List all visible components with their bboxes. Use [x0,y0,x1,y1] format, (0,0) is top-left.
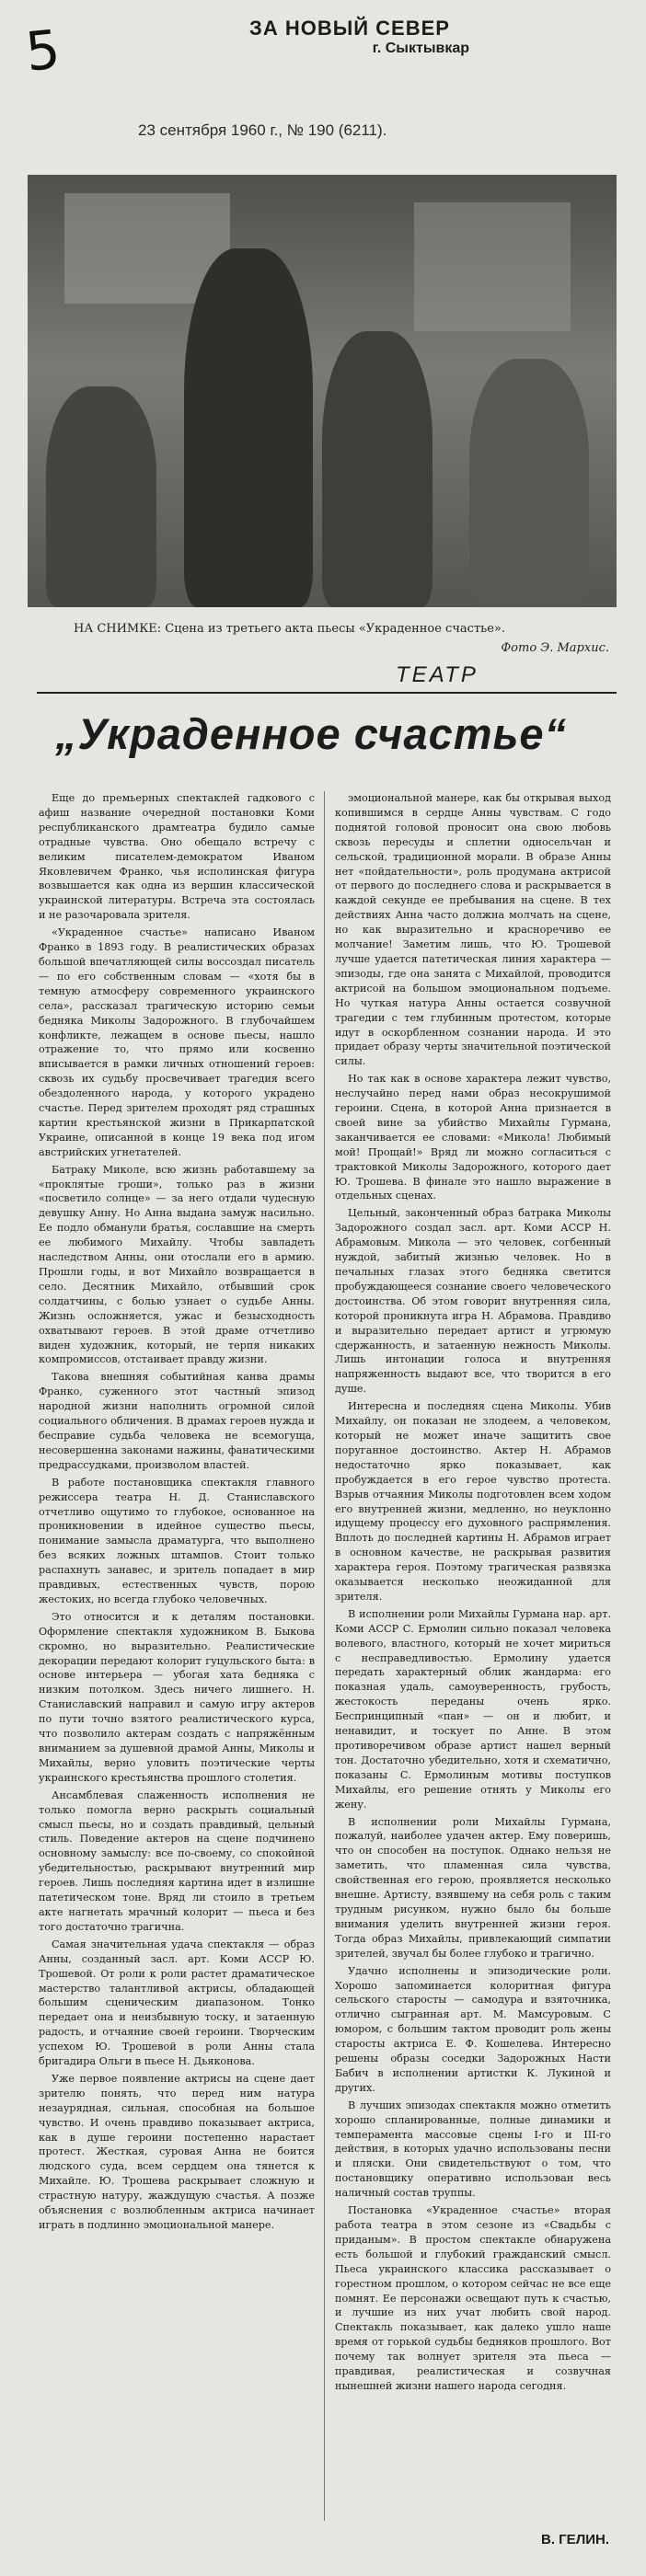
theatre-scene-photo [28,175,617,607]
article-paragraph: Постановка «Украденное счастье» вторая работа театра в этом сезоне из «Свадьбы с приданым». В простом спектакле обнаружена есть большой и глубокий гражданский смысл. Пьеса украинского классика рассказывает о горестном прошлом, о котором сейчас не все еще помнят. Ее персонажи освещают путь к счастью, и лучшие из них учат любить свой народ. Спектакль показывает, как далеко ушло наше время от горькой судьбы бедняков прошлого. Вот почему так волнует зрителя эта пьеса — правдивая, реалистическая и созвучная нынешней жизни нашего народа сегодня. [335,2204,611,2392]
article-paragraph: Но так как в основе характера лежит чувство, неслучайно перед нами образ несокрушимой героини. Сцена, в которой Анна признается в своей вине за убийство Михайлы Гурмана, заканчивается ее словами: «Микола! Любимый мой! Прощай!» Вряд ли можно согласиться с трактовкой Миколы Задорожного, которого дает Ю. Трошева. В финале это нашло выражение в отдельных сценах. [335,1073,611,1202]
article-paragraph: Самая значительная удача спектакля — образ Анны, созданный засл. арт. Коми АССР Ю. Трошевой. От роли к роли растет драматическое мастерство талантливой актрисы, обладающей большим сценическим диапазоном. Тонко передает она и неизбывную тоску, и затаенную радость, и отчаяние своей героини. Творческим успехом Ю. Трошевой в роли Анны стала бригадира Ольги в пьесе Н. Дьяконова. [39,1938,315,2068]
photo-credit: Фото Э. Мархис. [501,641,609,655]
article-paragraph: Ансамблевая слаженность исполнения не только помогла верно раскрыть социальный смысл пьесы, но и создать правдивый, цельный стиль. Поведение актеров на сцене подчинено основному замыслу: все по-своему, со спокойной убедительностью, раскрывают внутренний мир героев. Лишь последняя картина идет в излишне патетическом тоне. Вряд ли стоило в третьем акте нагнетать мрачный колорит — пьеса и без того достаточно трагична. [39,1788,315,1933]
article-paragraph: Интересна и последняя сцена Миколы. Убив Михайлу, он показан не злодеем, а человеком, который не может иначе защитить свое поруганное достоинство. Актер Н. Абрамов недостаточно ярко показывает, как пробуждается в его герое чувство протеста. Взрыв отчаяния Миколы подготовлен всем ходом его внутренней жизни, медленно, но неуклонно идущему процессу его духовного распрямления. Вплоть до последней картины Н. Абрамов играет в основном качестве, не раскрывая развития характера героя. Поэтому трагическая развязка оказывается несколько неожиданной для зрителя. [335,1400,611,1603]
handwritten-page-number: 5 [22,17,63,84]
article-paragraph: В работе постановщика спектакля главного режиссера театра Н. Д. Станиславского отчетливо ощутимо то глубокое, основанное на проникновении в идейное существо пьесы, понимание замысла драматурга, что выполнено без всяких ложных штампов. Стоит только распахнуть занавес, и зритель попадает в мир правдивых, естественных чувств, порою жестоких, но всегда глубоко человечных. [39,1476,315,1605]
article-paragraph: «Украденное счастье» написано Иваном Франко в 1893 году. В реалистических образах большой впечатляющей силы воссоздал писатель — по его собственным словам — «хотя бы в темную атмосферу современного украинского села», рассказал трагическую историю семьи бедняка Миколы Задорожного. В глубочайшем конфликте, лежащем в основе пьесы, нашло отражение то, что прямо или косвенно вписывается в рамки личных отношений героев: сквозь их судьбу просвечивает трагедия всего обездоленного народа, у которого украдено счастье. Перед зрителем проходят ряд страшных картин крестьянской жизни в Прикарпатской Украине, описанной в конце 19 века под игом австрийских угнетателей. [39,926,315,1158]
section-rubric: ТЕАТР [396,662,479,687]
photo-figure-man [46,386,156,607]
article-paragraph: В лучших эпизодах спектакля можно отметить хорошо спланированные, полные динамики и темперамента массовые сцены I-го и III-го действия, в которых удачно использованы песни и пляски. Они свидетельствуют о том, что постановщику оперативно использован весь наличный состав труппы. [335,2099,611,2200]
article-paragraph: В исполнении роли Михайлы Гурмана, пожалуй, наиболее удачен актер. Ему поверишь, что он способен на поступок. Однако нельзя не заметить, что пламенная сила чувства, свойственная его герою, проявляется несколько внешне. Артисту, взявшему на себя роль с таким трудным рисунком, нужно было бы больше внимания уделить внутренней жизни героя. Тогда образ Михайлы, привлекающий симпатии зрителей, звучал бы более глубоко и трагично. [335,1815,611,1960]
article-paragraph: Уже первое появление актрисы на сцене дает зрителю понять, что перед ним натура незаурядная, сильная, способная на большое чувство. И очень правдиво показывает актриса, как в душе героини постепенно нарастает протест. Жесткая, суровая Анна не боится людского суда, всем сердцем она тянется к Михайле. Ю. Трошева раскрывает сложную и страстную натуру, жаждущую счастья. А позже объяснения с возлюбленным актриса начинает играть в подлинно эмоциональной манере. [39,2072,315,2231]
article-column-right [335,791,611,2397]
newspaper-title: ЗА НОВЫЙ СЕВЕР [249,17,450,40]
photo-backdrop-panel [414,202,571,331]
article-paragraph: В исполнении роли Михайлы Гурмана нар. арт. Коми АССР С. Ермолин сильно показал человека волевого, властного, который не хочет мириться с несправедливостью. Ермолину удается передать характерный облик жандарма: его показная удаль, самоуверенность, грубость, жестокость переданы очень ярко. Беспринципный «пан» — он и любит, и ненавидит, и тоскует по Анне. В этом противоречивом образе артист нашел верный тон. Достаточно убедительно, хотя и схематично, показаны С. Ермолиным мотивы поступков Михайлы, его решение отнять у Миколы его жену. [335,1607,611,1811]
photo-figure-elder [469,359,589,607]
article-paragraph: эмоциональной манере, как бы открывая выход копившимся в сердце Анны чувствам. С годо поднятой головой проносит она свою любовь сквозь пересуды и сплетни односельчан и сельской, традиционной морали. В образе Анны нет «пойдательности», роль продумана актрисой от первого до последнего слова и раскрывается в каждой секунде ее пребывания на сцене. В тех действиях Анна часто должна молчать на сцене, но как выразительно и красноречиво ее молчание! Заметим лишь, что Ю. Трошевой лучше удается патетическая линия характера — эпизоды, где она занята с Михайлой, проводится актрисой на большом эмоциональном подъеме. Но чуткая натура Анны остается созвучной трагедии с тем глубинным протестом, которые идут в оскорбленном сознании народа. И это придает образу черты значительной поэтической силы. [335,792,611,1068]
article-paragraph: Удачно исполнены и эпизодические роли. Хорошо запоминается колоритная фигура сельского старосты — самодура и взяточника, отлично сыгранная арт. М. Мамсуровым. С юмором, с большим тактом проводит роль жены старосты актриса Е. Ф. Кошелева. Интересно решены образы соседки Задорожных Насти Бабич в исполнении артистки К. Лукиной и других. [335,1964,611,2094]
issue-date-number: 23 сентября 1960 г., № 190 (6211). [138,121,387,139]
rubric-rule [37,692,617,694]
article-paragraph: Это относится и к деталям постановки. Оформление спектакля художником В. Быкова скромно, но выразительно. Реалистические декорации передают колорит гуцульского быта: в основе интерьера — убогая хата бедняка с низким потолком. Здесь ничего лишнего. Н. Станиславский направил и самую игру актеров по пути точно взятого реалистического курса, что позволило актерам создать с напряжённым вниманием за душевной драмой Анны, Миколы и Михайлы, верно уловить поэтические черты украинского крестьянства прошлого столетия. [39,1610,315,1784]
article-paragraph: Цельный, законченный образ батрака Миколы Задорожного создал засл. арт. Коми АССР Н. Абрамовым. Микола — это человек, согбенный нуждой, забитый жизнью человек. Но в печальных глазах этого бедняка светится пробуждающееся сознание своего человеческого достоинства. Об этом говорит внутренняя сила, которой проникнута игра Н. Абрамова. Правдиво и выразительно передает артист и угрюмую сдержанность, и затаенную нежность Миколы. Лишь интонации голоса и внутренняя напряженность выдают все, что творится в его душе. [335,1207,611,1396]
column-divider [324,791,325,2521]
article-paragraph: Такова внешняя событийная канва драмы Франко, суженного этот частный эпизод народной жизни наполнить огромной силой социального обличения. В драмах героев нужда и бесправие судьба человека не всемогуща, несовершенна законами нажины, фанатическими предрассудками, произволом властей. [39,1371,315,1471]
photo-figure-woman [322,331,433,607]
photo-caption: НА СНИМКЕ: Сцена из третьего акта пьесы «Украденное счастье». [74,622,506,636]
article-paragraph: Еще до премьерных спектаклей гадкового с афиш название очередной постановки Коми республиканского драмтеатра будило самые отрадные чувства. Оно обещало встречу с великим писателем-демократом Иваном Яковлевичем Франко, чья исполинская фигура возвышается как одна из вершин классической украинской литературы. Встреча эта состоялась и не разочаровала зрителя. [39,792,315,922]
article-headline: „Украденное счастье“ [55,709,568,758]
article-column-left [39,791,315,2236]
photo-figure-soldier [184,248,313,607]
article-paragraph: Батраку Миколе, всю жизнь работавшему за «проклятые гроши», только раз в жизни «посветило солнце» — за него отдали чудесную девушку Анну. Но Анна выдана замуж насильно. Ее подло обманули братья, сославшие на смерть ее любимого Михайлу. Чтобы завладеть наследством Анны, они отослали его в армию. Прошли годы, и вот Михайло возвращается в село. Десятник Михайло, отбывший срок солдатчины, с болью узнает о судьбе Анны. Жизнь осложняется, ужас и безысходность охватывают героев. В этой драме отчетливо виден художник, который, не терпя никаких компромиссов, отстаивает правду жизни. [39,1163,315,1366]
author-signature: В. ГЕЛИН. [541,2532,609,2547]
newspaper-city: г. Сыктывкар [372,40,469,56]
